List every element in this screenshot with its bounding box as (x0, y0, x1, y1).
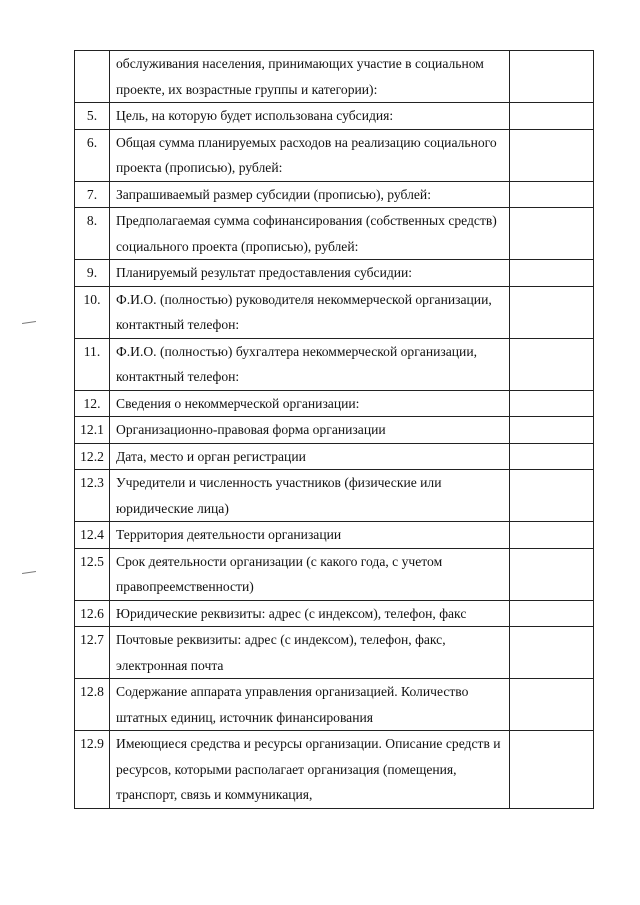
answer-cell[interactable] (510, 103, 594, 130)
table-row (75, 679, 594, 731)
answer-cell[interactable] (510, 627, 594, 679)
table-row (75, 51, 594, 103)
row-text: Предполагаемая сумма софинансирования (собственных средств) социального проекта (прописью), рублей: (110, 208, 510, 260)
row-text: Почтовые реквизиты: адрес (с индексом), телефон, факс, электронная почта (110, 627, 510, 679)
row-number: 12.7 (75, 627, 110, 679)
table-row (75, 470, 594, 522)
table-row (75, 548, 594, 600)
row-number: 12.6 (75, 600, 110, 627)
table-row (75, 731, 594, 809)
answer-cell[interactable] (510, 286, 594, 338)
answer-cell[interactable] (510, 548, 594, 600)
row-text: Ф.И.О. (полностью) бухгалтера некоммерческой организации, контактный телефон: (110, 338, 510, 390)
row-text: Планируемый результат предоставления субсидии: (110, 260, 510, 287)
table-row (75, 129, 594, 181)
row-text: обслуживания населения, принимающих участие в социальном проекте, их возрастные группы и категории): (110, 51, 510, 103)
row-text: Запрашиваемый размер субсидии (прописью), рублей: (110, 181, 510, 208)
row-number: 9. (75, 260, 110, 287)
answer-cell[interactable] (510, 208, 594, 260)
table-row (75, 390, 594, 417)
table-row (75, 260, 594, 287)
answer-cell[interactable] (510, 731, 594, 809)
row-number: 7. (75, 181, 110, 208)
table-row (75, 600, 594, 627)
scan-mark (22, 321, 36, 324)
table-row (75, 103, 594, 130)
answer-cell[interactable] (510, 51, 594, 103)
row-text: Сведения о некоммерческой организации: (110, 390, 510, 417)
answer-cell[interactable] (510, 390, 594, 417)
row-text: Юридические реквизиты: адрес (с индексом), телефон, факс (110, 600, 510, 627)
row-number: 12.8 (75, 679, 110, 731)
row-number: 12.2 (75, 443, 110, 470)
answer-cell[interactable] (510, 129, 594, 181)
answer-cell[interactable] (510, 417, 594, 444)
table-row (75, 181, 594, 208)
row-number: 11. (75, 338, 110, 390)
answer-cell[interactable] (510, 470, 594, 522)
row-number: 12.3 (75, 470, 110, 522)
row-text: Срок деятельности организации (с какого года, с учетом правопреемственности) (110, 548, 510, 600)
table-row (75, 443, 594, 470)
answer-cell[interactable] (510, 260, 594, 287)
row-text: Цель, на которую будет использована субсидия: (110, 103, 510, 130)
application-form-table (74, 50, 594, 809)
row-text: Территория деятельности организации (110, 522, 510, 549)
table-row (75, 286, 594, 338)
table-row (75, 522, 594, 549)
table-row (75, 208, 594, 260)
row-text: Ф.И.О. (полностью) руководителя некоммерческой организации, контактный телефон: (110, 286, 510, 338)
row-number (75, 51, 110, 103)
row-text: Дата, место и орган регистрации (110, 443, 510, 470)
row-text: Имеющиеся средства и ресурсы организации. Описание средств и ресурсов, которыми располагает организация (помещения, транспорт, связь и коммуникация, (110, 731, 510, 809)
answer-cell[interactable] (510, 600, 594, 627)
answer-cell[interactable] (510, 522, 594, 549)
row-text: Организационно-правовая форма организации (110, 417, 510, 444)
answer-cell[interactable] (510, 443, 594, 470)
row-text: Общая сумма планируемых расходов на реализацию социального проекта (прописью), рублей: (110, 129, 510, 181)
scan-mark (22, 571, 36, 574)
row-number: 12.5 (75, 548, 110, 600)
row-number: 5. (75, 103, 110, 130)
table-row (75, 417, 594, 444)
row-number: 12. (75, 390, 110, 417)
table-row (75, 627, 594, 679)
answer-cell[interactable] (510, 679, 594, 731)
row-text: Содержание аппарата управления организацией. Количество штатных единиц, источник финансирования (110, 679, 510, 731)
row-number: 12.1 (75, 417, 110, 444)
row-number: 12.9 (75, 731, 110, 809)
row-number: 10. (75, 286, 110, 338)
row-number: 8. (75, 208, 110, 260)
table-row (75, 338, 594, 390)
row-number: 12.4 (75, 522, 110, 549)
row-text: Учредители и численность участников (физические или юридические лица) (110, 470, 510, 522)
row-number: 6. (75, 129, 110, 181)
answer-cell[interactable] (510, 181, 594, 208)
answer-cell[interactable] (510, 338, 594, 390)
